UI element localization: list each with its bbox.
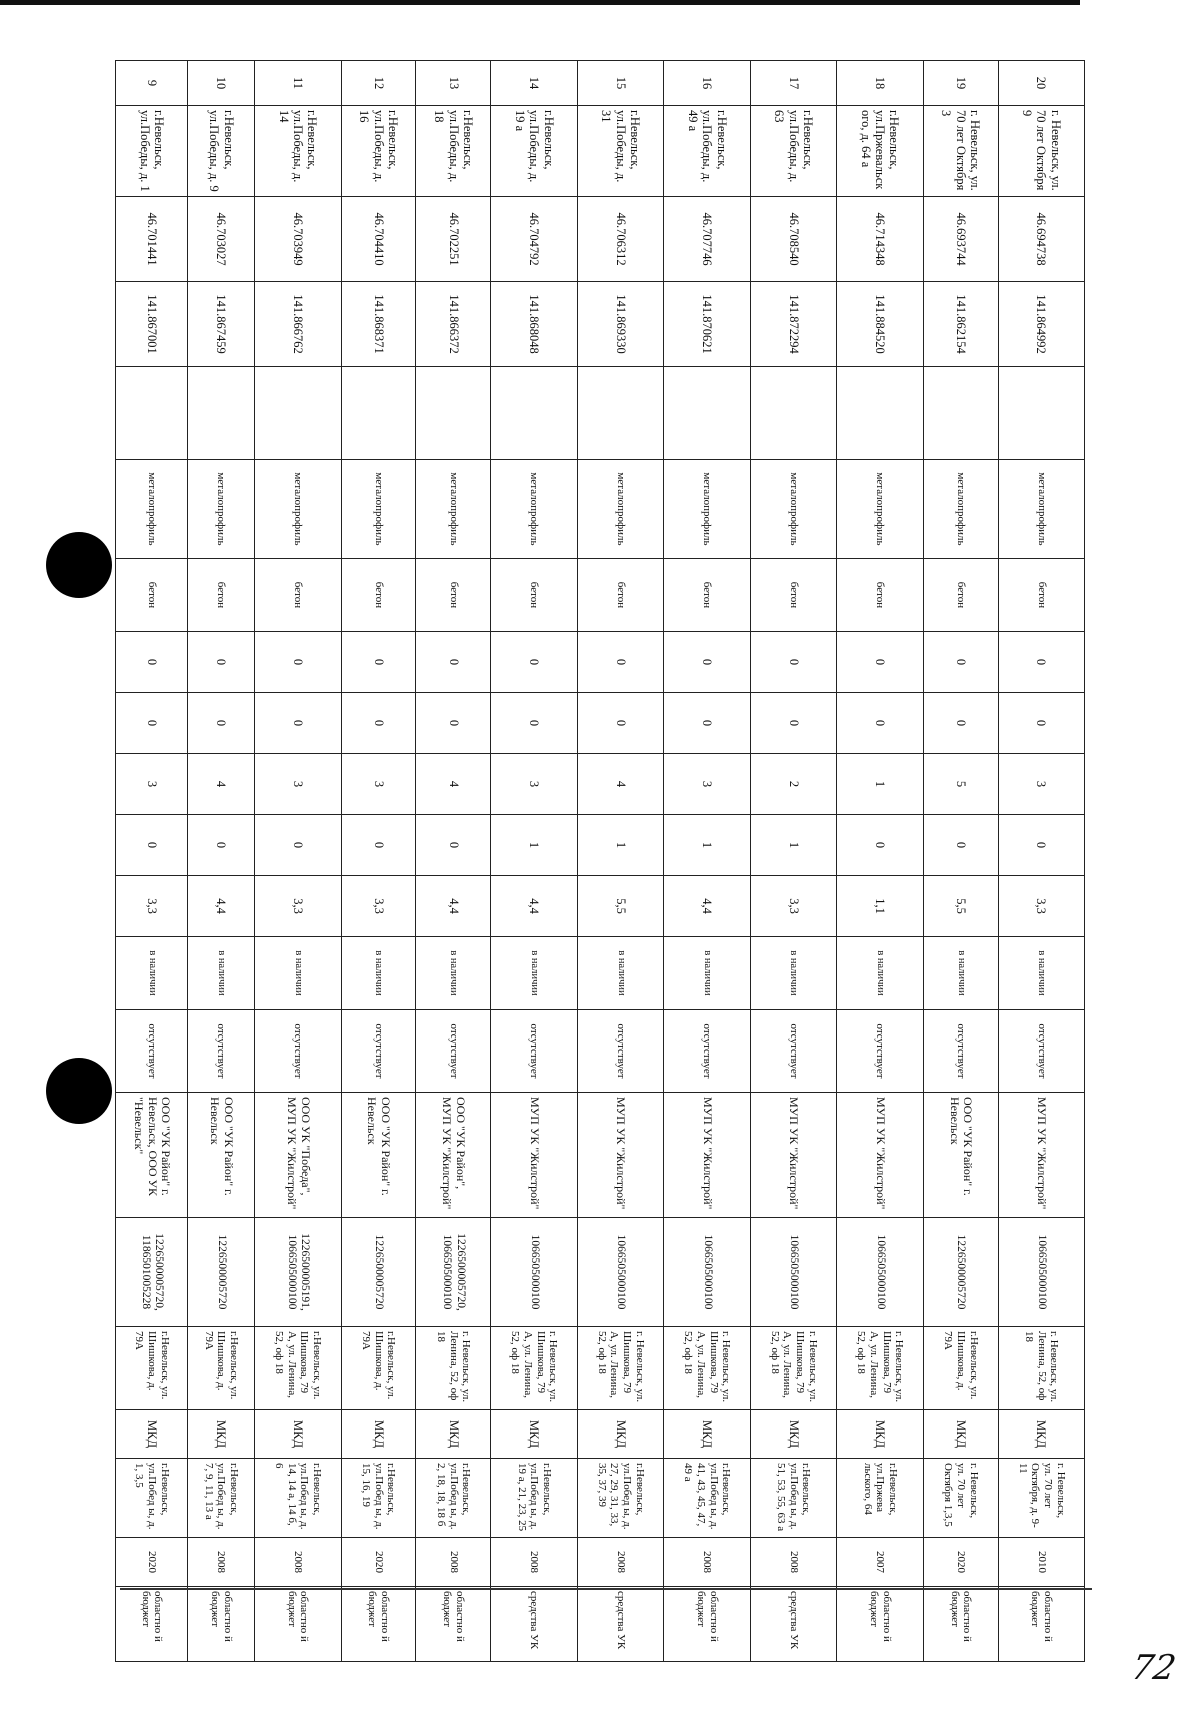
served-houses: г. Невельск, ул. 70 лет Октября 1,3,5 bbox=[923, 1459, 998, 1538]
count-cell-d: 1 bbox=[750, 815, 836, 876]
latitude: 46.703027 bbox=[188, 197, 255, 282]
operator-name: МУП УК "Жилстрой" bbox=[998, 1093, 1084, 1218]
source-type: МКД bbox=[837, 1410, 923, 1459]
install-year: 2007 bbox=[837, 1538, 923, 1587]
operator-ogrn: 1226500005720, 1186501005228 bbox=[116, 1218, 188, 1327]
table-row bbox=[116, 61, 188, 1662]
latitude: 46.693744 bbox=[923, 197, 998, 282]
source-type: МКД bbox=[664, 1410, 750, 1459]
count-cell-c: 4 bbox=[416, 754, 491, 815]
presence-cell: в наличии bbox=[188, 937, 255, 1010]
absence-cell: отсутствует bbox=[837, 1010, 923, 1093]
presence-cell: в наличии bbox=[341, 937, 416, 1010]
site-address: г.Невельск, ул.Победы, д. 49 а bbox=[664, 106, 750, 197]
absence-cell: отсутствует bbox=[341, 1010, 416, 1093]
source-type: МКД bbox=[255, 1410, 341, 1459]
area-cell: 3,3 bbox=[116, 876, 188, 937]
count-cell-b: 0 bbox=[116, 693, 188, 754]
area-cell: 3,3 bbox=[341, 876, 416, 937]
latitude: 46.694738 bbox=[998, 197, 1084, 282]
longitude: 141.867001 bbox=[116, 282, 188, 367]
blank-cell bbox=[923, 367, 998, 460]
count-cell-b: 0 bbox=[188, 693, 255, 754]
count-cell-a: 0 bbox=[341, 632, 416, 693]
served-houses: г.Невельск, ул.Побед ы, д. 7, 9, 11, 13 а bbox=[188, 1459, 255, 1538]
operator-ogrn: 1066505000100 bbox=[491, 1218, 577, 1327]
base-material: бетон bbox=[116, 559, 188, 632]
served-houses: г.Невельск, ул.Побед ы, д. 2, 18, 18, 18 б bbox=[416, 1459, 491, 1538]
table-row bbox=[341, 61, 416, 1662]
count-cell-d: 0 bbox=[188, 815, 255, 876]
served-houses: г.Невельск, ул.Побед ы, д. 15, 16, 19 bbox=[341, 1459, 416, 1538]
site-address: г.Невельск, ул.Победы, д. 16 bbox=[341, 106, 416, 197]
absence-cell: отсутствует bbox=[116, 1010, 188, 1093]
punch-hole-top bbox=[46, 532, 112, 598]
presence-cell: в наличии bbox=[116, 937, 188, 1010]
funding-source: областно й бюджет bbox=[341, 1587, 416, 1662]
count-cell-d: 1 bbox=[491, 815, 577, 876]
count-cell-a: 0 bbox=[750, 632, 836, 693]
latitude: 46.701441 bbox=[116, 197, 188, 282]
operator-name: ООО "УК Район" г. Невельск bbox=[188, 1093, 255, 1218]
install-year: 2008 bbox=[491, 1538, 577, 1587]
page-number: 72 bbox=[1128, 1648, 1179, 1688]
longitude: 141.867459 bbox=[188, 282, 255, 367]
served-houses: г.Невельск, ул.Побед ы, д. 27, 29, 31, 33, 35, 37, 39 bbox=[577, 1459, 663, 1538]
count-cell-c: 4 bbox=[188, 754, 255, 815]
row-number: 13 bbox=[416, 61, 491, 106]
table-row bbox=[491, 61, 577, 1662]
area-cell: 4,4 bbox=[491, 876, 577, 937]
absence-cell: отсутствует bbox=[664, 1010, 750, 1093]
table-row bbox=[577, 61, 663, 1662]
presence-cell: в наличии bbox=[255, 937, 341, 1010]
latitude: 46.703949 bbox=[255, 197, 341, 282]
funding-source: областно й бюджет bbox=[188, 1587, 255, 1662]
latitude: 46.704410 bbox=[341, 197, 416, 282]
blank-cell bbox=[341, 367, 416, 460]
count-cell-b: 0 bbox=[750, 693, 836, 754]
count-cell-b: 0 bbox=[577, 693, 663, 754]
count-cell-c: 2 bbox=[750, 754, 836, 815]
site-address: г. Невельск, ул. 70 лет Октября 3 bbox=[923, 106, 998, 197]
longitude: 141.870621 bbox=[664, 282, 750, 367]
punch-hole-bottom bbox=[46, 1058, 112, 1124]
blank-cell bbox=[750, 367, 836, 460]
operator-name: ООО УК "Победа", МУП УК "Жилстрой" bbox=[255, 1093, 341, 1218]
fence-material: металопрофиль bbox=[664, 460, 750, 559]
fence-material: металопрофиль bbox=[341, 460, 416, 559]
longitude: 141.866372 bbox=[416, 282, 491, 367]
install-year: 2020 bbox=[923, 1538, 998, 1587]
row-number: 12 bbox=[341, 61, 416, 106]
site-address: г.Невельск, ул.Победы, д. 31 bbox=[577, 106, 663, 197]
latitude: 46.704792 bbox=[491, 197, 577, 282]
operator-name: МУП УК "Жилстрой" bbox=[837, 1093, 923, 1218]
blank-cell bbox=[116, 367, 188, 460]
waste-site-register-table bbox=[115, 60, 1085, 1662]
operator-name: МУП УК "Жилстрой" bbox=[491, 1093, 577, 1218]
site-address: г.Невельск, ул.Победы, д. 19 а bbox=[491, 106, 577, 197]
operator-address: г. Невельск, ул. Ленина, 52, оф 18 bbox=[998, 1327, 1084, 1410]
count-cell-b: 0 bbox=[998, 693, 1084, 754]
row-number: 9 bbox=[116, 61, 188, 106]
base-material: бетон bbox=[664, 559, 750, 632]
register-table-body bbox=[116, 61, 1085, 1662]
funding-source: областно й бюджет bbox=[998, 1587, 1084, 1662]
operator-name: ООО "УК Район" г. Невельск, ООО УК "Невельск" bbox=[116, 1093, 188, 1218]
area-cell: 4,4 bbox=[664, 876, 750, 937]
operator-ogrn: 1226500005720 bbox=[188, 1218, 255, 1327]
count-cell-a: 0 bbox=[664, 632, 750, 693]
operator-address: г. Невельск, ул. Ленина, 52, оф 18 bbox=[416, 1327, 491, 1410]
table-row bbox=[188, 61, 255, 1662]
operator-address: г. Невельск, ул. Шишкова, 79 А, ул. Ленина, 52, оф 18 bbox=[750, 1327, 836, 1410]
absence-cell: отсутствует bbox=[998, 1010, 1084, 1093]
latitude: 46.708540 bbox=[750, 197, 836, 282]
row-number: 11 bbox=[255, 61, 341, 106]
install-year: 2008 bbox=[750, 1538, 836, 1587]
count-cell-a: 0 bbox=[491, 632, 577, 693]
base-material: бетон bbox=[416, 559, 491, 632]
rotated-register-table bbox=[115, 60, 1085, 1650]
table-row bbox=[750, 61, 836, 1662]
fence-material: металопрофиль bbox=[255, 460, 341, 559]
install-year: 2020 bbox=[116, 1538, 188, 1587]
fence-material: металопрофиль bbox=[188, 460, 255, 559]
source-type: МКД bbox=[577, 1410, 663, 1459]
funding-source: областно й бюджет bbox=[923, 1587, 998, 1662]
fence-material: металопрофиль bbox=[998, 460, 1084, 559]
fence-material: металопрофиль bbox=[577, 460, 663, 559]
presence-cell: в наличии bbox=[998, 937, 1084, 1010]
install-year: 2008 bbox=[577, 1538, 663, 1587]
served-houses: г.Невельск, ул.Побед ы, д. 19 а, 21, 23, 25 bbox=[491, 1459, 577, 1538]
count-cell-d: 0 bbox=[116, 815, 188, 876]
funding-source: средства УК bbox=[577, 1587, 663, 1662]
area-cell: 5,5 bbox=[923, 876, 998, 937]
blank-cell bbox=[491, 367, 577, 460]
operator-ogrn: 1226500005720 bbox=[341, 1218, 416, 1327]
install-year: 2010 bbox=[998, 1538, 1084, 1587]
source-type: МКД bbox=[923, 1410, 998, 1459]
area-cell: 3,3 bbox=[750, 876, 836, 937]
operator-address: г. Невельск, ул. Шишкова, 79 А, ул. Ленина, 52, оф 18 bbox=[577, 1327, 663, 1410]
base-material: бетон bbox=[491, 559, 577, 632]
count-cell-b: 0 bbox=[416, 693, 491, 754]
operator-address: г. Невельск, ул. Шишкова, 79 А, ул. Ленина, 52, оф 18 bbox=[837, 1327, 923, 1410]
row-number: 20 bbox=[998, 61, 1084, 106]
absence-cell: отсутствует bbox=[750, 1010, 836, 1093]
row-number: 17 bbox=[750, 61, 836, 106]
operator-name: ООО "УК Район" г. Невельск bbox=[341, 1093, 416, 1218]
count-cell-b: 0 bbox=[491, 693, 577, 754]
source-type: МКД bbox=[116, 1410, 188, 1459]
source-type: МКД bbox=[491, 1410, 577, 1459]
count-cell-a: 0 bbox=[116, 632, 188, 693]
absence-cell: отсутствует bbox=[255, 1010, 341, 1093]
operator-address: г. Невельск, ул. Шишкова, 79 А, ул. Ленина, 52, оф 18 bbox=[664, 1327, 750, 1410]
table-row bbox=[664, 61, 750, 1662]
base-material: бетон bbox=[837, 559, 923, 632]
source-type: МКД bbox=[998, 1410, 1084, 1459]
count-cell-a: 0 bbox=[188, 632, 255, 693]
funding-source: областно й бюджет bbox=[116, 1587, 188, 1662]
table-row bbox=[255, 61, 341, 1662]
base-material: бетон bbox=[923, 559, 998, 632]
source-type: МКД bbox=[341, 1410, 416, 1459]
operator-ogrn: 1226500005720 bbox=[923, 1218, 998, 1327]
count-cell-d: 0 bbox=[341, 815, 416, 876]
install-year: 2008 bbox=[188, 1538, 255, 1587]
count-cell-d: 0 bbox=[255, 815, 341, 876]
count-cell-a: 0 bbox=[998, 632, 1084, 693]
count-cell-d: 0 bbox=[837, 815, 923, 876]
operator-ogrn: 1066505000100 bbox=[998, 1218, 1084, 1327]
operator-ogrn: 1066505000100 bbox=[837, 1218, 923, 1327]
operator-address: г.Невельск, ул. Шишкова, д. 79А bbox=[188, 1327, 255, 1410]
area-cell: 4,4 bbox=[188, 876, 255, 937]
served-houses: г. Невельск, ул. 70 лет Октября, д. 9-11 bbox=[998, 1459, 1084, 1538]
count-cell-a: 0 bbox=[837, 632, 923, 693]
longitude: 141.884520 bbox=[837, 282, 923, 367]
presence-cell: в наличии bbox=[923, 937, 998, 1010]
count-cell-d: 0 bbox=[416, 815, 491, 876]
blank-cell bbox=[998, 367, 1084, 460]
blank-cell bbox=[255, 367, 341, 460]
count-cell-c: 3 bbox=[491, 754, 577, 815]
site-address: г.Невельск, ул.Пржевальского, д. 64 а bbox=[837, 106, 923, 197]
install-year: 2020 bbox=[341, 1538, 416, 1587]
install-year: 2008 bbox=[416, 1538, 491, 1587]
count-cell-a: 0 bbox=[416, 632, 491, 693]
presence-cell: в наличии bbox=[491, 937, 577, 1010]
count-cell-b: 0 bbox=[255, 693, 341, 754]
operator-ogrn: 1066505000100 bbox=[577, 1218, 663, 1327]
operator-name: МУП УК "Жилстрой" bbox=[664, 1093, 750, 1218]
fence-material: металопрофиль bbox=[416, 460, 491, 559]
area-cell: 1,1 bbox=[837, 876, 923, 937]
operator-ogrn: 1226500005191, 1066505000100 bbox=[255, 1218, 341, 1327]
table-row bbox=[923, 61, 998, 1662]
count-cell-c: 3 bbox=[998, 754, 1084, 815]
served-houses: г.Невельск, ул.Побед ы, д. 51, 53, 55, 63 а bbox=[750, 1459, 836, 1538]
area-cell: 4,4 bbox=[416, 876, 491, 937]
fence-material: металопрофиль bbox=[923, 460, 998, 559]
longitude: 141.868371 bbox=[341, 282, 416, 367]
operator-name: МУП УК "Жилстрой" bbox=[750, 1093, 836, 1218]
source-type: МКД bbox=[188, 1410, 255, 1459]
operator-name: ООО "УК Район", МУП УК "Жилстрой" bbox=[416, 1093, 491, 1218]
fence-material: металопрофиль bbox=[116, 460, 188, 559]
row-number: 14 bbox=[491, 61, 577, 106]
blank-cell bbox=[188, 367, 255, 460]
absence-cell: отсутствует bbox=[188, 1010, 255, 1093]
count-cell-c: 4 bbox=[577, 754, 663, 815]
count-cell-c: 1 bbox=[837, 754, 923, 815]
count-cell-a: 0 bbox=[923, 632, 998, 693]
absence-cell: отсутствует bbox=[491, 1010, 577, 1093]
base-material: бетон bbox=[188, 559, 255, 632]
table-row bbox=[998, 61, 1084, 1662]
served-houses: г.Невельск, ул.Побед ы, д. 41, 43, 45, 47, 49 а bbox=[664, 1459, 750, 1538]
site-address: г.Невельск, ул.Победы, д. 63 bbox=[750, 106, 836, 197]
count-cell-c: 3 bbox=[341, 754, 416, 815]
longitude: 141.868048 bbox=[491, 282, 577, 367]
operator-ogrn: 1226500005720, 1066505000100 bbox=[416, 1218, 491, 1327]
served-houses: г.Невельск, ул.Побед ы, д. 1, 3,5 bbox=[116, 1459, 188, 1538]
operator-address: г. Невельск, ул. Шишкова, 79 А, ул. Ленина, 52, оф 18 bbox=[491, 1327, 577, 1410]
operator-name: МУП УК "Жилстрой" bbox=[577, 1093, 663, 1218]
operator-ogrn: 1066505000100 bbox=[664, 1218, 750, 1327]
funding-source: областно й бюджет bbox=[416, 1587, 491, 1662]
table-row bbox=[837, 61, 923, 1662]
operator-name: ООО "УК Район" г. Невельск bbox=[923, 1093, 998, 1218]
presence-cell: в наличии bbox=[664, 937, 750, 1010]
operator-ogrn: 1066505000100 bbox=[750, 1218, 836, 1327]
presence-cell: в наличии bbox=[837, 937, 923, 1010]
count-cell-c: 3 bbox=[664, 754, 750, 815]
count-cell-d: 0 bbox=[998, 815, 1084, 876]
funding-source: средства УК bbox=[750, 1587, 836, 1662]
fence-material: металопрофиль bbox=[750, 460, 836, 559]
presence-cell: в наличии bbox=[750, 937, 836, 1010]
longitude: 141.862154 bbox=[923, 282, 998, 367]
count-cell-a: 0 bbox=[577, 632, 663, 693]
area-cell: 5,5 bbox=[577, 876, 663, 937]
count-cell-b: 0 bbox=[664, 693, 750, 754]
funding-source: областно й бюджет bbox=[837, 1587, 923, 1662]
fence-material: металопрофиль bbox=[837, 460, 923, 559]
funding-source: средства УК bbox=[491, 1587, 577, 1662]
site-address: г.Невельск, ул.Победы, д. 1 bbox=[116, 106, 188, 197]
absence-cell: отсутствует bbox=[416, 1010, 491, 1093]
absence-cell: отсутствует bbox=[923, 1010, 998, 1093]
area-cell: 3,3 bbox=[998, 876, 1084, 937]
blank-cell bbox=[837, 367, 923, 460]
area-cell: 3,3 bbox=[255, 876, 341, 937]
count-cell-b: 0 bbox=[837, 693, 923, 754]
row-number: 10 bbox=[188, 61, 255, 106]
blank-cell bbox=[664, 367, 750, 460]
base-material: бетон bbox=[750, 559, 836, 632]
absence-cell: отсутствует bbox=[577, 1010, 663, 1093]
table-row bbox=[416, 61, 491, 1662]
count-cell-c: 3 bbox=[255, 754, 341, 815]
latitude: 46.707746 bbox=[664, 197, 750, 282]
fence-material: металопрофиль bbox=[491, 460, 577, 559]
operator-address: г.Невельск, ул. Шишкова, д. 79А bbox=[341, 1327, 416, 1410]
count-cell-d: 1 bbox=[577, 815, 663, 876]
row-number: 18 bbox=[837, 61, 923, 106]
count-cell-d: 1 bbox=[664, 815, 750, 876]
blank-cell bbox=[416, 367, 491, 460]
operator-address: г.Невельск, ул. Шишкова, 79 А, ул. Ленина, 52, оф 18 bbox=[255, 1327, 341, 1410]
source-type: МКД bbox=[750, 1410, 836, 1459]
blank-cell bbox=[577, 367, 663, 460]
base-material: бетон bbox=[577, 559, 663, 632]
install-year: 2008 bbox=[664, 1538, 750, 1587]
served-houses: г.Невельск, ул.Пржева льского, 64 bbox=[837, 1459, 923, 1538]
row-number: 16 bbox=[664, 61, 750, 106]
base-material: бетон bbox=[255, 559, 341, 632]
count-cell-c: 3 bbox=[116, 754, 188, 815]
presence-cell: в наличии bbox=[416, 937, 491, 1010]
base-material: бетон bbox=[998, 559, 1084, 632]
row-number: 19 bbox=[923, 61, 998, 106]
row-number: 15 bbox=[577, 61, 663, 106]
count-cell-d: 0 bbox=[923, 815, 998, 876]
top-edge-bar bbox=[0, 0, 1080, 5]
site-address: г.Невельск, ул.Победы, д. 9 bbox=[188, 106, 255, 197]
count-cell-b: 0 bbox=[341, 693, 416, 754]
served-houses: г.Невельск, ул.Побед ы, д. 14, 14 а, 14 б, 6 bbox=[255, 1459, 341, 1538]
presence-cell: в наличии bbox=[577, 937, 663, 1010]
latitude: 46.714348 bbox=[837, 197, 923, 282]
longitude: 141.864992 bbox=[998, 282, 1084, 367]
source-type: МКД bbox=[416, 1410, 491, 1459]
count-cell-c: 5 bbox=[923, 754, 998, 815]
longitude: 141.866762 bbox=[255, 282, 341, 367]
base-material: бетон bbox=[341, 559, 416, 632]
latitude: 46.702251 bbox=[416, 197, 491, 282]
longitude: 141.869330 bbox=[577, 282, 663, 367]
site-address: г.Невельск, ул.Победы, д. 18 bbox=[416, 106, 491, 197]
operator-address: г.Невельск, ул. Шишкова, д. 79А bbox=[923, 1327, 998, 1410]
site-address: г. Невельск, ул. 70 лет Октября 9 bbox=[998, 106, 1084, 197]
operator-address: г.Невельск, ул. Шишкова, д. 79А bbox=[116, 1327, 188, 1410]
funding-source: областно й бюджет bbox=[255, 1587, 341, 1662]
install-year: 2008 bbox=[255, 1538, 341, 1587]
count-cell-b: 0 bbox=[923, 693, 998, 754]
longitude: 141.872294 bbox=[750, 282, 836, 367]
funding-source: областно й бюджет bbox=[664, 1587, 750, 1662]
latitude: 46.706312 bbox=[577, 197, 663, 282]
bottom-rule bbox=[120, 1588, 1092, 1590]
site-address: г.Невельск, ул.Победы, д. 14 bbox=[255, 106, 341, 197]
count-cell-a: 0 bbox=[255, 632, 341, 693]
